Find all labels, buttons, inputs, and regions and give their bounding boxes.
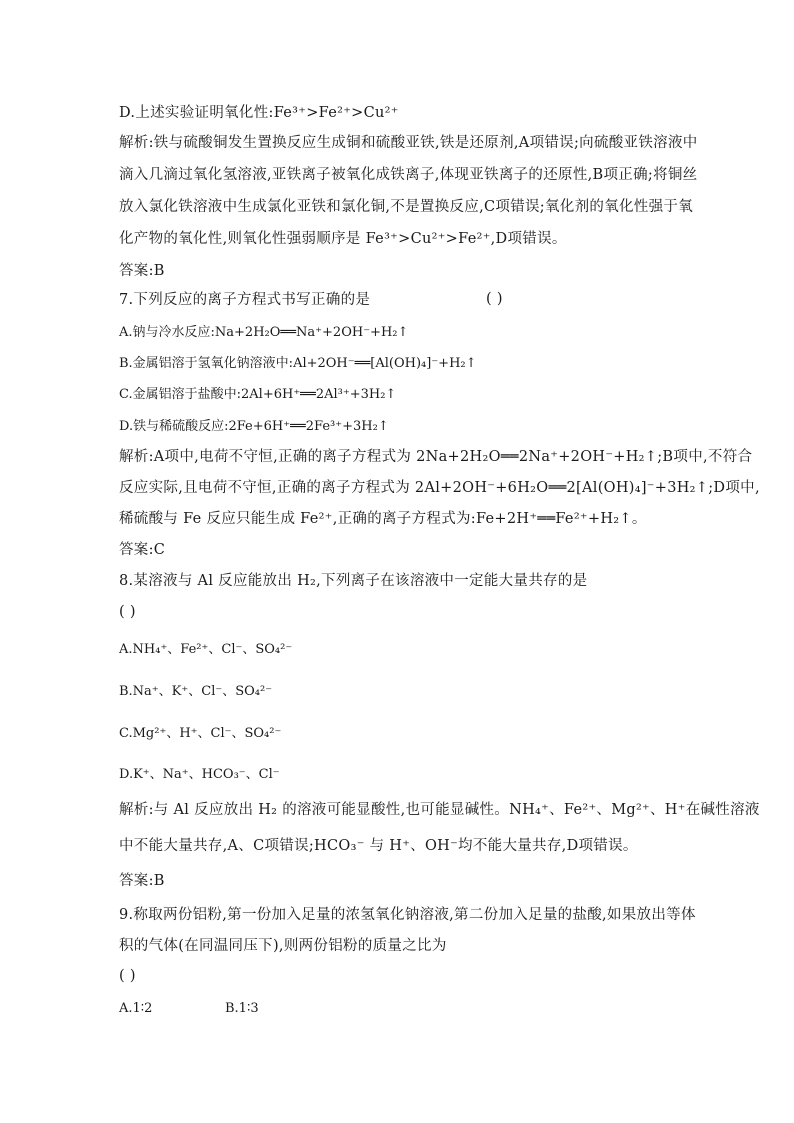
q8-analysis-line-2: 中不能大量共存,A、C项错误;HCO₃⁻ 与 H⁺、OH⁻均不能大量共存,D项错误。 xyxy=(119,838,638,854)
q8-option-d: D.K⁺、Na⁺、HCO₃⁻、Cl⁻ xyxy=(119,767,280,782)
q7-option-c: C.金属铝溶于盐酸中:2Al+6H⁺══2Al³⁺+3H₂↑ xyxy=(119,387,397,402)
q6-analysis-line-1: 解析:铁与硫酸铜发生置换反应生成铜和硫酸亚铁,铁是还原剂,A项错误;向硫酸亚铁溶液中 xyxy=(119,135,698,151)
q9-stem-line-1: 9.称取两份铝粉,第一份加入足量的浓氢氧化钠溶液,第二份加入足量的盐酸,如果放出等体 xyxy=(119,907,696,923)
q8-option-a: A.NH₄⁺、Fe²⁺、Cl⁻、SO₄²⁻ xyxy=(119,642,293,657)
q7-option-b: B.金属铝溶于氢氧化钠溶液中:Al+2OH⁻══[Al(OH)₄]⁻+H₂↑ xyxy=(119,356,477,371)
q8-answer-paren: ( ) xyxy=(119,604,136,620)
q7-analysis-line-2: 反应实际,且电荷不守恒,正确的离子方程式为 2Al+2OH⁻+6H₂O══2[Al(OH)₄]⁻+3H₂↑;D项中, xyxy=(119,480,760,496)
q7-analysis-line-1: 解析:A项中,电荷不守恒,正确的离子方程式为 2Na+2H₂O══2Na⁺+2OH⁻+H₂↑;B项中,不符合 xyxy=(119,449,753,465)
q7-option-d: D.铁与稀硫酸反应:2Fe+6H⁺══2Fe³⁺+3H₂↑ xyxy=(119,419,389,434)
q8-answer: 答案:B xyxy=(119,873,165,889)
q7-stem: 7.下列反应的离子方程式书写正确的是 xyxy=(119,292,371,308)
q9-option-b: B.1∶3 xyxy=(225,1001,259,1016)
q7-option-a: A.钠与冷水反应:Na+2H₂O══Na⁺+2OH⁻+H₂↑ xyxy=(119,325,409,340)
q8-analysis-line-1: 解析:与 Al 反应放出 H₂ 的溶液可能显酸性,也可能显碱性。NH₄⁺、Fe²⁺、Mg²⁺、H⁺在碱性溶液 xyxy=(119,802,760,818)
q6-option-d: D.上述实验证明氧化性:Fe³⁺>Fe²⁺>Cu²⁺ xyxy=(119,105,399,121)
q7-answer: 答案:C xyxy=(119,542,166,558)
q9-option-a: A.1∶2 xyxy=(119,1001,153,1016)
q6-analysis-line-2: 滴入几滴过氧化氢溶液,亚铁离子被氧化成铁离子,体现亚铁离子的还原性,B项正确;将铜丝 xyxy=(119,167,698,183)
q7-analysis-line-3: 稀硫酸与 Fe 反应只能生成 Fe²⁺,正确的离子方程式为:Fe+2H⁺══Fe²⁺+H₂↑。 xyxy=(119,511,647,527)
q8-option-c: C.Mg²⁺、H⁺、Cl⁻、SO₄²⁻ xyxy=(119,726,282,741)
q8-option-b: B.Na⁺、K⁺、Cl⁻、SO₄²⁻ xyxy=(119,684,273,699)
q9-stem-line-2: 积的气体(在同温同压下),则两份铝粉的质量之比为 xyxy=(119,938,447,954)
q9-answer-paren: ( ) xyxy=(119,968,136,984)
q8-stem: 8.某溶液与 Al 反应能放出 H₂,下列离子在该溶液中一定能大量共存的是 xyxy=(119,573,588,589)
q6-answer: 答案:B xyxy=(119,263,165,279)
q6-analysis-line-4: 化产物的氧化性,则氧化性强弱顺序是 Fe³⁺>Cu²⁺>Fe²⁺,D项错误。 xyxy=(119,231,567,247)
q6-analysis-line-3: 放入氯化铁溶液中生成氯化亚铁和氯化铜,不是置换反应,C项错误;氧化剂的氧化性强于氧 xyxy=(119,199,693,215)
q7-answer-paren: ( ) xyxy=(486,291,503,307)
